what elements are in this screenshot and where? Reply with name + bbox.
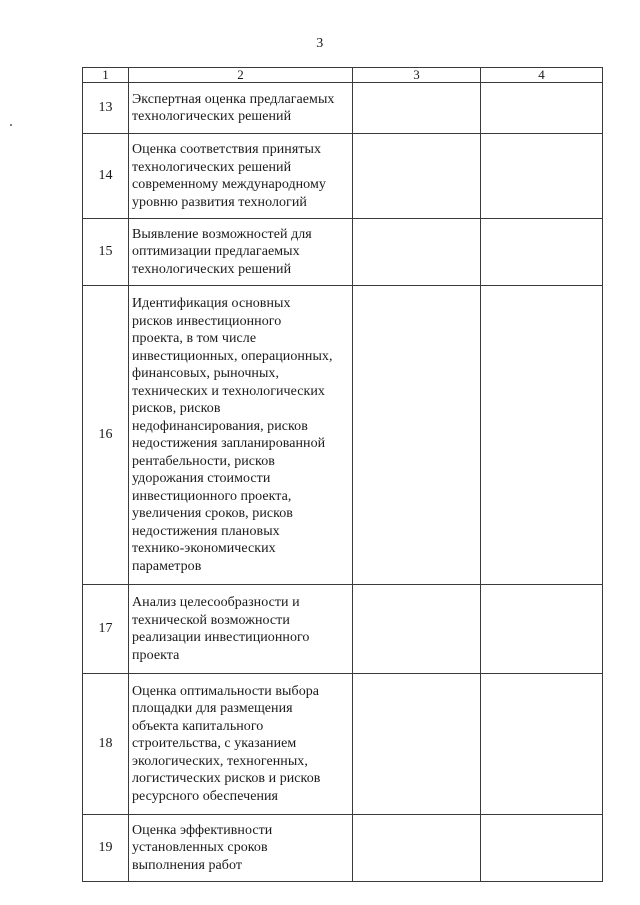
column-header-2: 2 (129, 68, 353, 83)
cell-column-4 (481, 674, 603, 815)
description-line: установленных сроков (132, 840, 268, 856)
row-number: 19 (83, 815, 129, 882)
cell-column-3 (353, 219, 481, 286)
row-number: 14 (83, 134, 129, 219)
row-number: 18 (83, 674, 129, 815)
description-line: Оценка эффективности (132, 822, 273, 838)
description-line: Анализ целесообразности и (132, 595, 300, 610)
cell-column-4 (481, 286, 603, 585)
cell-column-4 (481, 815, 603, 882)
description-line: Экспертная оценка предлагаемых (132, 91, 335, 107)
description-line: проекта, в том числе (132, 331, 257, 346)
row-number: 16 (83, 286, 129, 585)
description-line: инвестиционных, операционных, (132, 348, 333, 364)
table-row (83, 286, 603, 585)
cell-column-4 (481, 83, 603, 134)
description-line: выполнения работ (132, 857, 243, 873)
row-description (129, 83, 353, 134)
row-number: 13 (83, 83, 129, 134)
description-line: Выявление возможностей для (132, 226, 312, 242)
description-line: Оценка оптимальности выбора (132, 683, 320, 699)
description-line: логистических рисков и рисков (132, 771, 321, 787)
description-line: Идентификация основных (132, 296, 291, 311)
row-description (129, 585, 353, 674)
page-number: 3 (316, 36, 324, 51)
description-line: уровню развития технологий (132, 194, 307, 210)
cell-column-3 (353, 674, 481, 815)
column-header-3: 3 (353, 68, 481, 83)
cell-column-4 (481, 134, 603, 219)
requirements-table (82, 67, 603, 882)
description-line: увеличения сроков, рисков (132, 506, 293, 521)
description-line: рентабельности, рисков (132, 453, 275, 469)
description-line: проекта (132, 647, 180, 663)
table-row (83, 585, 603, 674)
row-description (129, 286, 353, 585)
description-line: рисков инвестиционного (132, 313, 282, 329)
cell-column-3 (353, 286, 481, 585)
description-line: технологических решений (132, 109, 292, 124)
cell-column-4 (481, 585, 603, 674)
description-line: недостижения запланированной (132, 436, 326, 451)
description-line: параметров (132, 558, 202, 574)
description-line: технологических решений (132, 159, 292, 175)
column-header-1: 1 (83, 68, 129, 83)
table-row (83, 674, 603, 815)
description-line: строительства, с указанием (132, 736, 297, 752)
cell-column-3 (353, 585, 481, 674)
description-line: оптимизации предлагаемых (132, 244, 300, 260)
cell-column-4 (481, 219, 603, 286)
description-line: экологических, техногенных, (132, 753, 308, 769)
description-line: технических и технологических (132, 383, 325, 399)
description-line: технико-экономических (132, 541, 276, 556)
table-row (83, 134, 603, 219)
description-line: ресурсного обеспечения (132, 788, 279, 804)
description-line: технологических решений (132, 261, 292, 277)
cell-column-3 (353, 815, 481, 882)
cell-column-3 (353, 83, 481, 134)
description-line: недостижения плановых (132, 523, 280, 539)
scan-dot (10, 124, 12, 126)
description-line: финансовых, рыночных, (132, 366, 280, 381)
row-number: 17 (83, 585, 129, 674)
description-line: технической возможности (132, 612, 290, 628)
description-line: площадки для размещения (132, 701, 293, 717)
description-line: реализации инвестиционного (132, 630, 310, 645)
description-line: недофинансирования, рисков (132, 418, 308, 434)
table-row (83, 815, 603, 882)
table-header-row (83, 68, 603, 83)
row-description (129, 674, 353, 815)
column-header-4: 4 (481, 68, 603, 83)
row-description (129, 219, 353, 286)
description-line: инвестиционного проекта, (132, 488, 292, 504)
description-line: Оценка соответствия принятых (132, 142, 322, 157)
row-description (129, 815, 353, 882)
table-row (83, 83, 603, 134)
description-line: современному международному (132, 177, 326, 192)
description-line: объекта капитального (132, 718, 264, 734)
table-row (83, 219, 603, 286)
row-number: 15 (83, 219, 129, 286)
description-line: рисков, рисков (132, 401, 221, 416)
description-line: удорожания стоимости (132, 471, 271, 486)
cell-column-3 (353, 134, 481, 219)
row-description (129, 134, 353, 219)
